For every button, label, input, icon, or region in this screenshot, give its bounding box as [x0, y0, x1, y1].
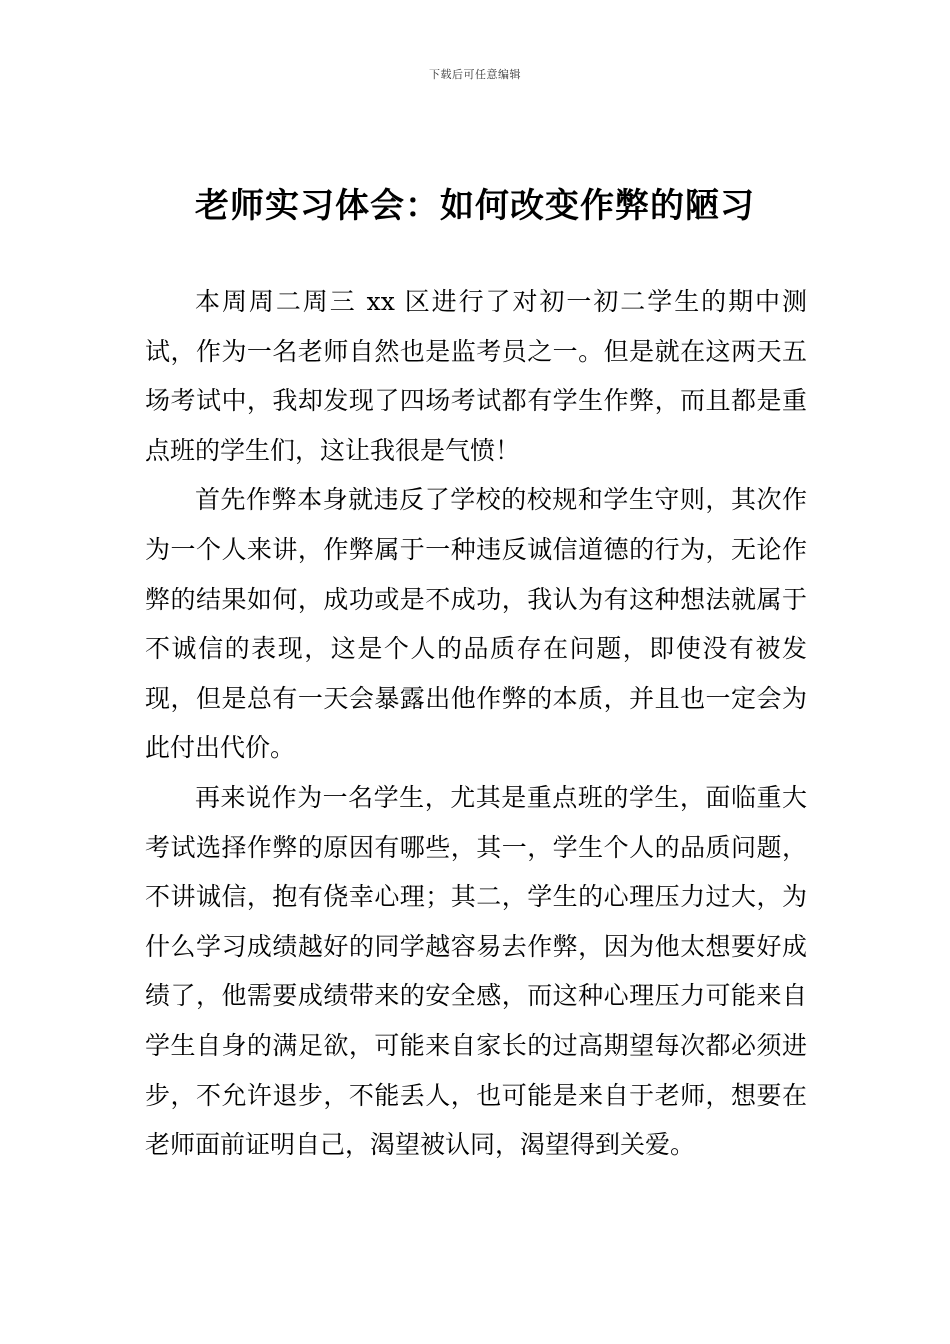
header-note: 下载后可任意编辑: [429, 68, 521, 81]
paragraph-2: 首先作弊本身就违反了学校的校规和学生守则，其次作为一个人来讲，作弊属于一种违反诚信道德的行为，无论作弊的结果如何，成功或是不成功，我认为有这种想法就属于不诚信的表现，这是个人的品质存在问题，即使没有被发现，但是总有一天会暴露出他作弊的本质，并且也一定会为此付出代价。: [145, 485, 807, 763]
paragraph-3: 再来说作为一名学生，尤其是重点班的学生，面临重大考试选择作弊的原因有哪些，其一，学生个人的品质问题，不讲诚信，抱有侥幸心理；其二，学生的心理压力过大，为什么学习成绩越好的同学越容易去作弊，因为他太想要好成绩了，他需要成绩带来的安全感，而这种心理压力可能来自学生自身的满足欲，可能来自家长的过高期望每次都必须进步，不允许退步，不能丢人，也可能是来自于老师，想要在老师面前证明自己，渴望被认同，渴望得到关爱。: [145, 782, 807, 1160]
document-body: [145, 277, 807, 1170]
document-title: 老师实习体会：如何改变作弊的陋习: [195, 186, 755, 226]
paragraph-1: 本周周二周三 xx 区进行了对初一初二学生的期中测试，作为一名老师自然也是监考员之一。但是就在这两天五场考试中，我却发现了四场考试都有学生作弊，而且都是重点班的学生们，这让我很是气愤！: [145, 287, 807, 465]
